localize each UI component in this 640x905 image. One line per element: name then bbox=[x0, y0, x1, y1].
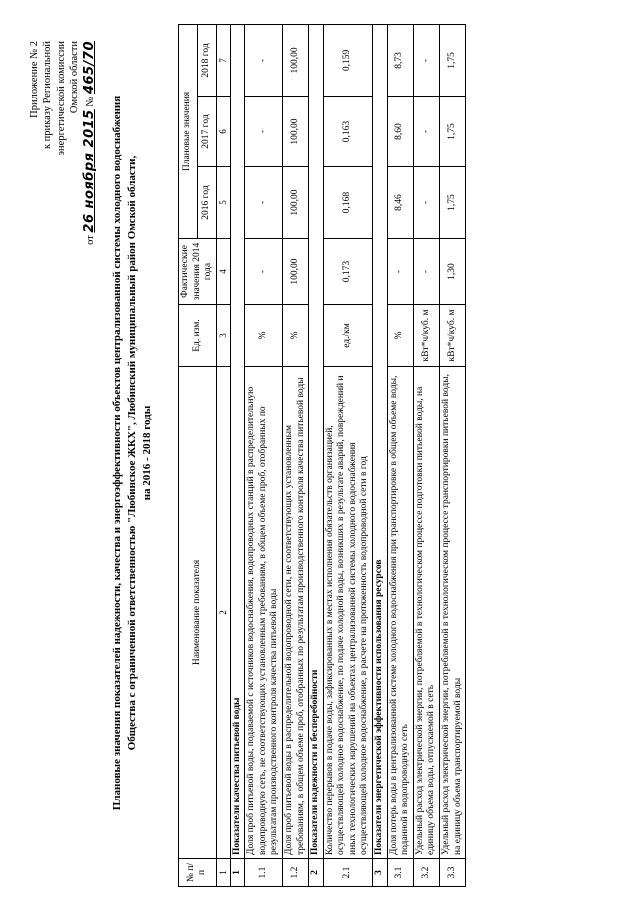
section-title: Показатели качества питьевой воды bbox=[230, 24, 245, 858]
number-label: № bbox=[84, 96, 96, 107]
header-name: Наименование показателя bbox=[179, 366, 217, 858]
row-num: 2 bbox=[309, 858, 324, 886]
header-2017: 2017 год bbox=[197, 96, 216, 166]
plan-2017: 100,00 bbox=[283, 96, 309, 166]
plan-2016: 1,75 bbox=[439, 166, 465, 238]
row-num: 2.1 bbox=[323, 858, 372, 886]
indicator-unit: % bbox=[245, 304, 283, 366]
indicator-unit: % bbox=[283, 304, 309, 366]
plan-2018: 8,73 bbox=[387, 24, 413, 96]
row-num: 3.1 bbox=[387, 858, 413, 886]
plan-2016: 0,168 bbox=[323, 166, 372, 238]
plan-2016: 8,46 bbox=[387, 166, 413, 238]
table-row bbox=[413, 24, 439, 886]
appendix-header bbox=[28, 41, 98, 245]
title-line-2: Общества с ограниченной ответственностью "Любинское ЖКХ", Любинский муниципальный район Омской области, bbox=[125, 155, 138, 750]
section-title: Показатели энергетической эффективности использования ресурсов bbox=[373, 24, 388, 858]
from-label: от bbox=[84, 234, 96, 245]
row-num: 3 bbox=[373, 858, 388, 886]
column-number: 7 bbox=[216, 24, 230, 96]
row-num: 3.3 bbox=[439, 858, 465, 886]
header-actual: Фактические значения 2014 года bbox=[179, 238, 217, 304]
header-row bbox=[179, 24, 198, 886]
table-row bbox=[283, 24, 309, 886]
document-title bbox=[110, 53, 155, 853]
indicators-table bbox=[178, 23, 466, 886]
appendix-line: к приказу Региональной bbox=[42, 40, 54, 149]
appendix-date-line bbox=[82, 41, 99, 245]
plan-2016: - bbox=[413, 166, 439, 238]
handwritten-date: 26 ноября 2015 bbox=[81, 108, 97, 233]
section-row-reliability bbox=[309, 24, 324, 886]
indicator-unit: ед./км bbox=[323, 304, 372, 366]
appendix-line: энергетической комиссии bbox=[55, 40, 67, 155]
plan-2017: - bbox=[245, 96, 283, 166]
header-2018: 2018 год bbox=[197, 24, 216, 96]
indicator-name: Количество перерывов в подаче воды, зафиксированных в местах исполнения обязательств организацией, осуществляющей холодное водоснабжение, по подаче холодной воды, возникших в результате аварий, повреждений и иных технологических нарушений на объектах централизованной системы холодного водоснабжения осуществляющей холодное водоснабжение, в расчете на протяженность водопроводной сети в год bbox=[323, 366, 372, 858]
header-planned: Плановые значения bbox=[179, 24, 198, 238]
handwritten-number: 465/70 bbox=[81, 40, 97, 94]
actual-2014: 100,00 bbox=[283, 238, 309, 304]
plan-2017: 0,163 bbox=[323, 96, 372, 166]
indicator-unit: кВт*ч/куб. м bbox=[413, 304, 439, 366]
column-number: 1 bbox=[216, 858, 230, 886]
indicator-name: Доля проб питьевой воды, подаваемой с источников водоснабжения, водопроводных станций в распределительную водопроводную сеть, не соответствующих установленным требованиям, в общем объеме проб, отобранных по результатам производственного контроля качества питьевой воды bbox=[245, 366, 283, 858]
plan-2017: 8,60 bbox=[387, 96, 413, 166]
column-number: 5 bbox=[216, 166, 230, 238]
plan-2016: 100,00 bbox=[283, 166, 309, 238]
actual-2014: - bbox=[413, 238, 439, 304]
actual-2014: - bbox=[245, 238, 283, 304]
plan-2018: - bbox=[413, 24, 439, 96]
row-num: 1.2 bbox=[283, 858, 309, 886]
header-2016: 2016 год bbox=[197, 166, 216, 238]
plan-2018: 100,00 bbox=[283, 24, 309, 96]
indicator-name: Доля потерь воды в централизованной системе холодного водоснабжения при транспортировке в общем объеме воды, поданной в водопроводную сеть bbox=[387, 366, 413, 858]
title-line-3: на 2016 - 2018 годы bbox=[140, 405, 153, 500]
indicator-name: Доля проб питьевой воды в распределительной водопроводной сети, не соответствующих установленным требованиям, в общем объеме проб, отобранных по результатам производственного контроля качества питьевой воды bbox=[283, 366, 309, 858]
table-row bbox=[323, 24, 372, 886]
indicator-unit: кВт*ч/куб. м bbox=[439, 304, 465, 366]
column-number: 3 bbox=[216, 304, 230, 366]
plan-2018: - bbox=[245, 24, 283, 96]
appendix-line: Приложение № 2 bbox=[29, 40, 40, 118]
section-row-energy bbox=[373, 24, 388, 886]
column-number: 6 bbox=[216, 96, 230, 166]
plan-2017: - bbox=[413, 96, 439, 166]
row-num: 3.2 bbox=[413, 858, 439, 886]
row-num: 1.1 bbox=[245, 858, 283, 886]
indicator-name: Удельный расход электрической энергии, потребляемой в технологическом процессе транспортировки питьевой воды, на единицу объема транспортируемой воды bbox=[439, 366, 465, 858]
table-row bbox=[439, 24, 465, 886]
row-num: 1 bbox=[230, 858, 245, 886]
title-line-1: Плановые значения показателей надежности, качества и энергоэффективности объектов централизованной системы холодного водоснабжения bbox=[111, 95, 123, 810]
plan-2016: - bbox=[245, 166, 283, 238]
actual-2014: 0,173 bbox=[323, 238, 372, 304]
column-number: 2 bbox=[216, 366, 230, 858]
indicator-unit: % bbox=[387, 304, 413, 366]
actual-2014: - bbox=[387, 238, 413, 304]
column-number: 4 bbox=[216, 238, 230, 304]
section-title: Показатели надежности и бесперебойности bbox=[309, 24, 324, 858]
indicator-name: Удельный расход электрической энергии, потребляемой в технологическом процессе подготовки питьевой воды, на единицу объема воды, отпускаемой в сеть bbox=[413, 366, 439, 858]
header-num: № п/п bbox=[179, 858, 217, 886]
plan-2017: 1,75 bbox=[439, 96, 465, 166]
header-unit: Ед. изм. bbox=[179, 304, 217, 366]
plan-2018: 0,159 bbox=[323, 24, 372, 96]
section-row-quality bbox=[230, 24, 245, 886]
column-number-row bbox=[216, 24, 230, 886]
document-page bbox=[20, 13, 620, 893]
actual-2014: 1,30 bbox=[439, 238, 465, 304]
appendix-line: Омской области bbox=[69, 40, 81, 113]
plan-2018: 1,75 bbox=[439, 24, 465, 96]
table-row bbox=[387, 24, 413, 886]
table-row bbox=[245, 24, 283, 886]
